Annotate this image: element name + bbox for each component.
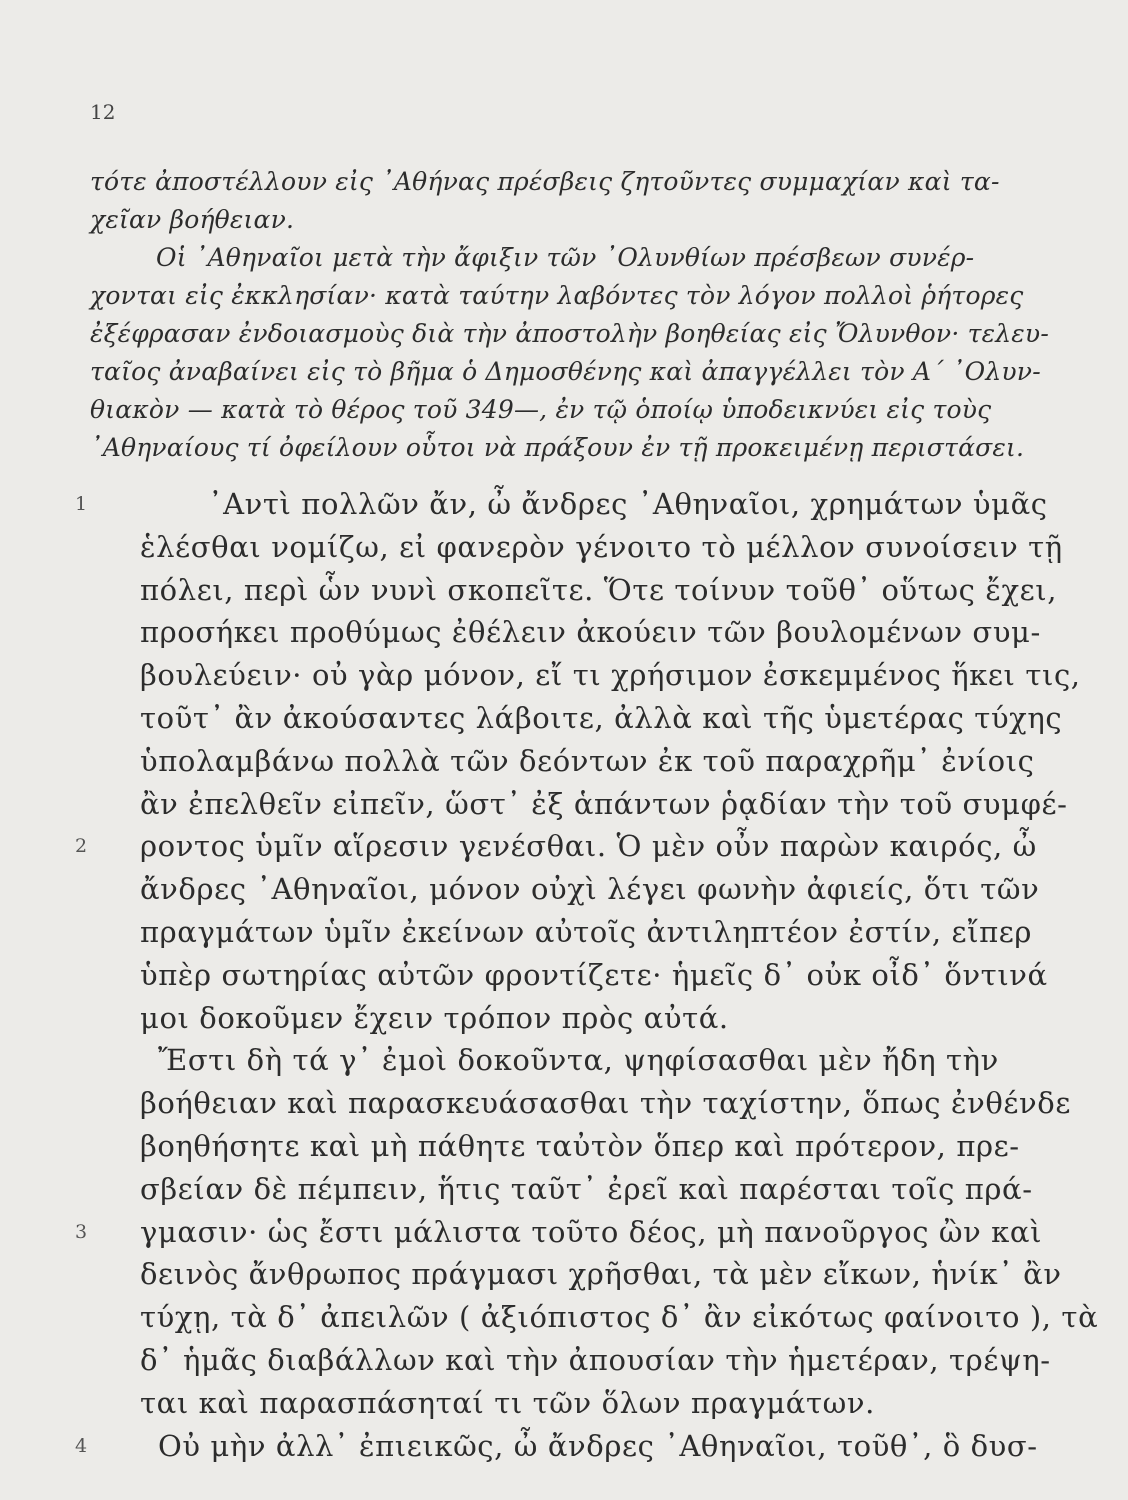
intro-line: ταῖος ἀναβαίνει εἰς τὸ βῆμα ὁ Δημοσθένης καὶ ἀπαγγέλλει τὸν Α΄ ᾿Ολυν- bbox=[90, 357, 1041, 386]
text-line bbox=[75, 483, 1080, 526]
text-line bbox=[75, 1425, 1080, 1468]
text-line bbox=[90, 1253, 1080, 1296]
text-line bbox=[90, 611, 1080, 654]
text-line bbox=[90, 954, 1080, 997]
greek-text-body bbox=[75, 483, 1099, 1467]
text-line bbox=[90, 1039, 1080, 1082]
text-line bbox=[90, 997, 1080, 1040]
text-line bbox=[90, 740, 1080, 783]
line-text: ἂν ἐπελθεῖν εἰπεῖν, ὥστ᾿ ἐξ ἁπάντων ῥᾳδίαν τὴν τοῦ συμφέ- bbox=[140, 786, 1068, 821]
text-line bbox=[90, 697, 1080, 740]
intro-line: ἐξέφρασαν ἐνδοιασμοὺς διὰ τὴν ἀποστολὴν βοηθείας εἰς Ὄλυνθον· τελευ- bbox=[90, 319, 1049, 348]
page-number: 12 bbox=[90, 100, 116, 124]
text-line bbox=[90, 1296, 1099, 1339]
text-line bbox=[90, 1339, 1080, 1382]
line-text: πόλει, περὶ ὧν νυνὶ σκοπεῖτε. Ὅτε τοίνυν τοῦθ᾿ οὕτως ἔχει, bbox=[140, 572, 1058, 607]
text-line bbox=[90, 783, 1080, 826]
line-text: δεινὸς ἄνθρωπος πράγμασι χρῆσθαι, τὰ μὲν εἴκων, ἡνίκ᾿ ἂν bbox=[140, 1257, 1062, 1292]
line-text: τύχῃ, τὰ δ᾿ ἀπειλῶν ( ἀξιόπιστος δ᾿ ἂν εἰκότως φαίνοιτο ), τὰ bbox=[140, 1300, 1099, 1335]
section-number: 1 bbox=[75, 493, 88, 515]
text-line bbox=[90, 1082, 1080, 1125]
section-number: 2 bbox=[75, 835, 88, 858]
line-text: ὑπολαμβάνω πολλὰ τῶν δεόντων ἐκ τοῦ παραχρῆμ᾿ ἐνίοις bbox=[140, 743, 1035, 778]
line-text: ροντος ὑμῖν αἵρεσιν γενέσθαι. Ὁ μὲν οὖν παρὼν καιρός, ὦ bbox=[140, 829, 1037, 864]
line-text: Οὐ μὴν ἀλλ᾿ ἐπιεικῶς, ὦ ἄνδρες ᾿Αθηναῖοι, τοῦθ᾿, ὃ δυσ- bbox=[158, 1428, 1038, 1463]
line-text: ἑλέσθαι νομίζω, εἰ φανερὸν γένοιτο τὸ μέλλον συνοίσειν τῇ bbox=[140, 529, 1063, 564]
line-text: τοῦτ᾿ ἂν ἀκούσαντες λάβοιτε, ἀλλὰ καὶ τῆς ὑμετέρας τύχης bbox=[140, 700, 1063, 735]
text-line bbox=[90, 1125, 1080, 1168]
intro-line: τότε ἀποστέλλουν εἰς ᾿Αθήνας πρέσβεις ζητοῦντες συμμαχίαν καὶ τα- bbox=[90, 167, 1000, 196]
line-text: ται καὶ παρασπάσηταί τι τῶν ὅλων πραγμάτων. bbox=[140, 1385, 875, 1420]
intro-line: ᾿Αθηναίους τί ὀφείλουν οὗτοι νὰ πράξουν ἐν τῇ προκειμένῃ περιστάσει. bbox=[90, 433, 1025, 462]
line-text: βοηθήσητε καὶ μὴ πάθητε ταὐτὸν ὅπερ καὶ πρότερον, πρε- bbox=[140, 1128, 1020, 1163]
line-text: ὑπὲρ σωτηρίας αὐτῶν φροντίζετε· ἡμεῖς δ᾿ οὐκ οἶδ᾿ ὅντινά bbox=[140, 957, 1048, 992]
line-text: σβείαν δὲ πέμπειν, ἥτις ταῦτ᾿ ἐρεῖ καὶ παρέσται τοῖς πρά- bbox=[140, 1171, 1033, 1206]
intro-line: Οἱ ᾿Αθηναῖοι μετὰ τὴν ἄφιξιν τῶν ᾿Ολυνθίων πρέσβεων συνέρ- bbox=[156, 243, 975, 272]
intro-paragraph bbox=[90, 163, 1050, 467]
section-number: 3 bbox=[75, 1220, 88, 1243]
text-line bbox=[90, 911, 1080, 954]
section-number: 4 bbox=[75, 1434, 88, 1457]
text-line bbox=[75, 825, 1080, 868]
intro-line: χονται εἰς ἐκκλησίαν· κατὰ ταύτην λαβόντες τὸν λόγον πολλοὶ ῥήτορες bbox=[90, 281, 1024, 310]
line-text: προσήκει προθύμως ἐθέλειν ἀκούειν τῶν βουλομένων συμ- bbox=[140, 615, 1041, 650]
text-line bbox=[90, 868, 1080, 911]
intro-line: χεῖαν βοήθειαν. bbox=[90, 205, 295, 234]
text-line bbox=[75, 1211, 1080, 1254]
text-line bbox=[90, 654, 1080, 697]
text-line bbox=[90, 526, 1080, 569]
line-text: ἄνδρες ᾿Αθηναῖοι, μόνον οὐχὶ λέγει φωνὴν ἀφιείς, ὅτι τῶν bbox=[140, 872, 1040, 907]
line-text: Ἔστι δὴ τά γ᾿ ἐμοὶ δοκοῦντα, ψηφίσασθαι μὲν ἤδη τὴν bbox=[158, 1043, 999, 1078]
intro-line: θιακὸν — κατὰ τὸ θέρος τοῦ 349—, ἐν τῷ ὁποίῳ ὑποδεικνύει εἰς τοὺς bbox=[90, 395, 992, 424]
line-text: πραγμάτων ὑμῖν ἐκείνων αὐτοῖς ἀντιληπτέον ἐστίν, εἴπερ bbox=[140, 914, 1033, 949]
line-text: γμασιν· ὡς ἔστι μάλιστα τοῦτο δέος, μὴ πανοῦργος ὢν καὶ bbox=[140, 1214, 1043, 1249]
text-line bbox=[90, 1382, 1080, 1425]
line-text: δ᾿ ἡμᾶς διαβάλλων καὶ τὴν ἀπουσίαν τὴν ἡμετέραν, τρέψη- bbox=[140, 1342, 1051, 1377]
text-line bbox=[90, 1168, 1080, 1211]
text-line bbox=[90, 569, 1080, 612]
line-text: βουλεύειν· οὐ γὰρ μόνον, εἴ τι χρήσιμον ἐσκεμμένος ἥκει τις, bbox=[140, 658, 1081, 693]
line-text: μοι δοκοῦμεν ἔχειν τρόπον πρὸς αὐτά. bbox=[140, 1000, 729, 1035]
line-text: βοήθειαν καὶ παρασκευάσασθαι τὴν ταχίστην, ὅπως ἐνθένδε bbox=[140, 1086, 1071, 1121]
line-text: ᾿Αντὶ πολλῶν ἄν, ὦ ἄνδρες ᾿Αθηναῖοι, χρημάτων ὑμᾶς bbox=[208, 487, 1048, 521]
